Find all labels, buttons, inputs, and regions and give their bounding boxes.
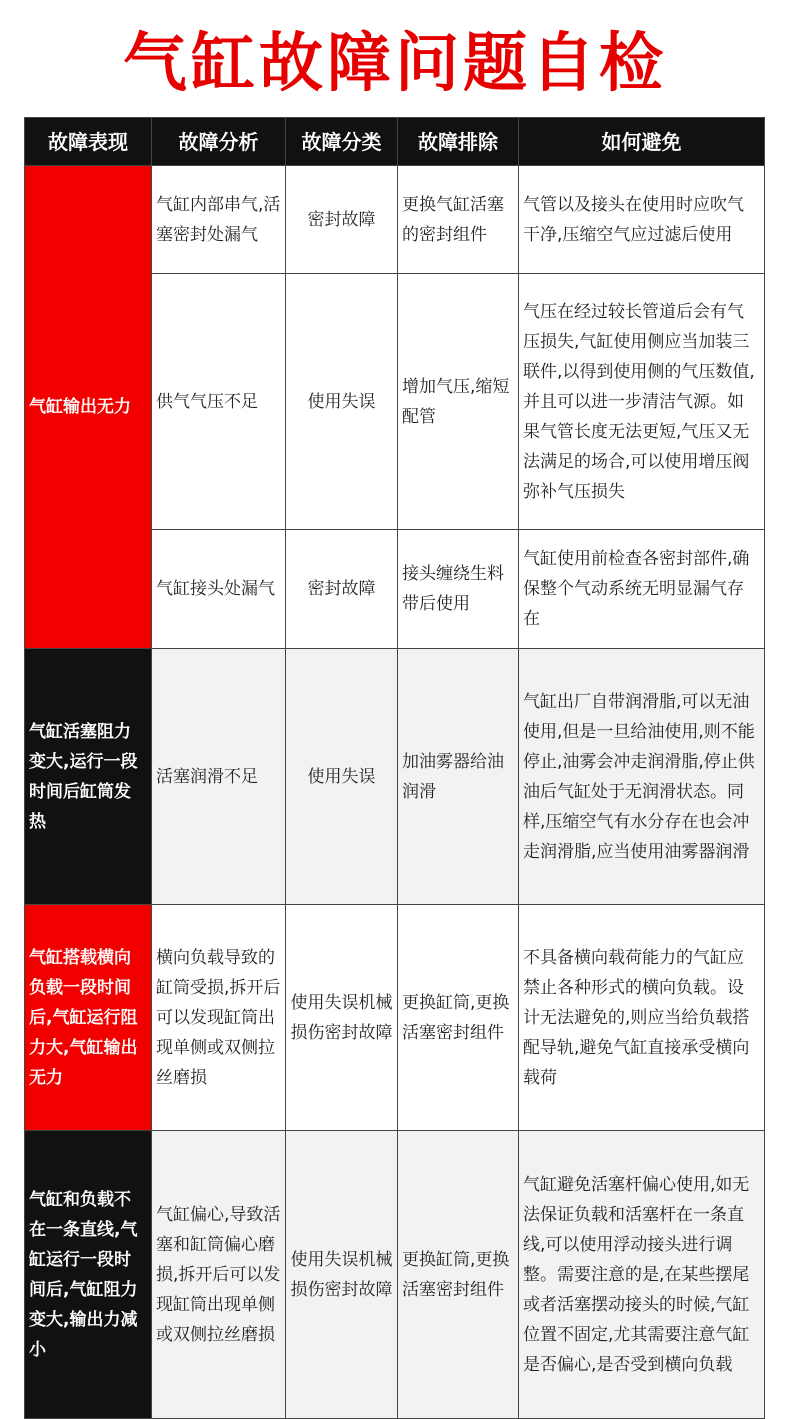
fix-cell: 更换缸筒,更换活塞密封组件 <box>398 1131 519 1419</box>
table-row <box>25 166 765 274</box>
avoid-cell: 气缸出厂自带润滑脂,可以无油使用,但是一旦给油使用,则不能停止,油雾会冲走润滑脂,停止供油后气缸处于无润滑状态。同样,压缩空气有水分存在也会冲走润滑脂,应当使用油雾器润滑 <box>519 649 765 905</box>
category-cell: 密封故障 <box>286 530 398 649</box>
page-title: 气缸故障问题自检 <box>123 27 667 101</box>
table-header-row <box>25 118 765 166</box>
header-fix: 故障排除 <box>398 118 519 166</box>
category-cell: 使用失误机械损伤密封故障 <box>286 905 398 1131</box>
avoid-cell: 不具备横向载荷能力的气缸应禁止各种形式的横向负载。设计无法避免的,则应当给负载搭配导轨,避免气缸直接承受横向载荷 <box>519 905 765 1131</box>
analysis-cell: 横向负载导致的缸筒受损,拆开后可以发现缸筒出现单侧或双侧拉丝磨损 <box>152 905 286 1131</box>
fix-cell: 更换气缸活塞的密封组件 <box>398 166 519 274</box>
analysis-cell: 活塞润滑不足 <box>152 649 286 905</box>
analysis-cell: 气缸接头处漏气 <box>152 530 286 649</box>
category-cell: 使用失误机械损伤密封故障 <box>286 1131 398 1419</box>
fix-cell: 增加气压,缩短配管 <box>398 274 519 530</box>
symptom-cell: 气缸搭载横向负载一段时间后,气缸运行阻力大,气缸输出无力 <box>25 905 152 1131</box>
fix-cell: 加油雾器给油润滑 <box>398 649 519 905</box>
fix-cell: 更换缸筒,更换活塞密封组件 <box>398 905 519 1131</box>
symptom-cell: 气缸和负载不在一条直线,气缸运行一段时间后,气缸阻力变大,输出力减小 <box>25 1131 152 1419</box>
avoid-cell: 气缸避免活塞杆偏心使用,如无法保证负载和活塞杆在一条直线,可以使用浮动接头进行调整。需要注意的是,在某些摆尾或者活塞摆动接头的时候,气缸位置不固定,尤其需要注意气缸是否偏心,是否受到横向负载 <box>519 1131 765 1419</box>
header-symptom: 故障表现 <box>25 118 152 166</box>
fault-table <box>24 117 765 1419</box>
analysis-cell: 气缸偏心,导致活塞和缸筒偏心磨损,拆开后可以发现缸筒出现单侧或双侧拉丝磨损 <box>152 1131 286 1419</box>
table-row <box>25 1131 765 1419</box>
category-cell: 使用失误 <box>286 274 398 530</box>
symptom-cell: 气缸活塞阻力变大,运行一段时间后缸筒发热 <box>25 649 152 905</box>
analysis-cell: 气缸内部串气,活塞密封处漏气 <box>152 166 286 274</box>
header-avoid: 如何避免 <box>519 118 765 166</box>
avoid-cell: 气压在经过较长管道后会有气压损失,气缸使用侧应当加装三联件,以得到使用侧的气压数值,并且可以进一步清洁气源。如果气管长度无法更短,气压又无法满足的场合,可以使用增压阀弥补气压损失 <box>519 274 765 530</box>
fix-cell: 接头缠绕生料带后使用 <box>398 530 519 649</box>
category-cell: 使用失误 <box>286 649 398 905</box>
category-cell: 密封故障 <box>286 166 398 274</box>
symptom-cell: 气缸输出无力 <box>25 166 152 649</box>
table-row <box>25 905 765 1131</box>
avoid-cell: 气管以及接头在使用时应吹气干净,压缩空气应过滤后使用 <box>519 166 765 274</box>
avoid-cell: 气缸使用前检查各密封部件,确保整个气动系统无明显漏气存在 <box>519 530 765 649</box>
header-category: 故障分类 <box>286 118 398 166</box>
table-row <box>25 649 765 905</box>
header-analysis: 故障分析 <box>152 118 286 166</box>
analysis-cell: 供气气压不足 <box>152 274 286 530</box>
